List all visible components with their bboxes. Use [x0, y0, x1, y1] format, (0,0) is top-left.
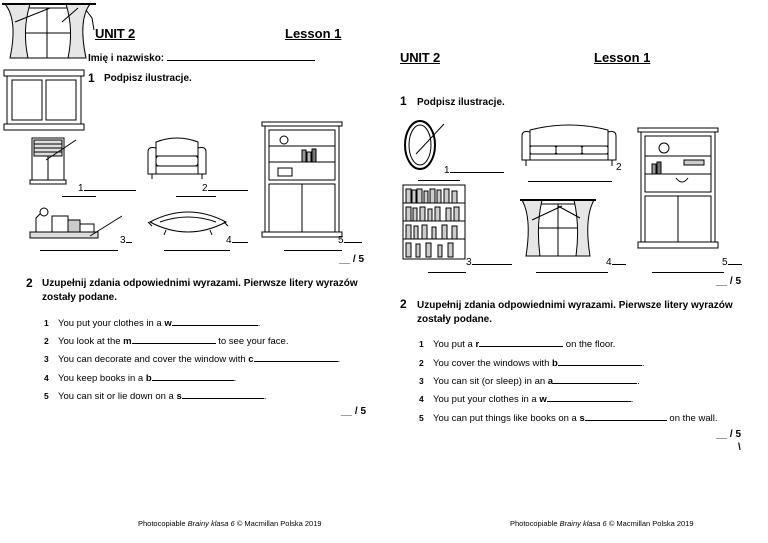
cupboard-illustration [638, 128, 718, 250]
name-field [88, 50, 315, 64]
armchair-illustration [146, 136, 208, 180]
ex1-line-5b [284, 250, 342, 251]
sentence-4: 4 You keep books in a b . [44, 370, 236, 384]
ex1-line-4b [164, 250, 230, 251]
ex1-line-3b [428, 272, 466, 273]
sentence-1: 1 You put your clothes in a w . [44, 315, 260, 329]
ex1-line-3b [40, 250, 118, 251]
shelf-unit-illustration [262, 122, 342, 240]
sentence-2: 2 You look at the m to see your face. [44, 333, 288, 347]
ex1-label-2: 2 [202, 180, 248, 194]
ex1-line-2b [176, 196, 216, 197]
ex1-label-4: 4 [226, 232, 248, 246]
ex1-label-2: 2 [616, 162, 622, 173]
cushion-illustration [146, 208, 230, 238]
lesson-title: Lesson 1 [285, 26, 342, 41]
name-line [167, 50, 315, 61]
ex1-label-5: 5 [722, 254, 742, 268]
ex1-label-1: 1 [78, 180, 136, 194]
sentence-3: 3 You can sit (or sleep) in an a . [419, 373, 640, 387]
ex1-label-4: 4 [606, 254, 626, 268]
bookcase-illustration [402, 184, 466, 260]
stray-mark: \ [738, 442, 741, 453]
sofa-illustration [520, 124, 618, 168]
ex1-label-3: 3 [120, 232, 132, 246]
exercise-2-number: 2 [26, 276, 33, 290]
exercise-1-number: 1 [88, 71, 95, 85]
sentence-3: 3 You can decorate and cover the window with c . [44, 351, 340, 365]
ex1-line-1b [62, 196, 96, 197]
exercise-2-score: __ / 5 [341, 406, 367, 417]
mirror-illustration [402, 118, 448, 172]
sentence-5: 5 You can sit or lie down on a s . [44, 388, 266, 402]
ex1-line-5b [652, 272, 724, 273]
blinds-window-illustration [28, 136, 80, 186]
exercise-1-title: Podpisz ilustracje. [417, 97, 505, 108]
sentence-1: 1 You put a r on the floor. [419, 336, 615, 350]
sentence-4: 4 You put your clothes in a w . [419, 391, 633, 405]
exercise-1-score: __ / 5 [339, 254, 365, 265]
name-label: Imię i nazwisko: [88, 53, 165, 64]
ex1-label-5: 5 [338, 232, 362, 246]
sentence-2: 2 You cover the windows with b . [419, 355, 644, 369]
wardrobe-illustration [4, 70, 84, 132]
ex1-label-3: 3 [466, 254, 512, 268]
footer-copyright: Photocopiable Brainy klasa 6 © Macmillan Polska 2019 [510, 519, 694, 528]
exercise-1-number: 1 [400, 94, 407, 108]
ex1-label-1: 1 [444, 162, 504, 176]
unit-title: UNIT 2 [400, 50, 440, 65]
exercise-2-number: 2 [400, 297, 407, 311]
window-curtains-illustration [0, 0, 100, 62]
desk-books-illustration [28, 206, 128, 242]
exercise-2-title-line2: zostały podane. [42, 292, 118, 303]
lesson-title: Lesson 1 [594, 50, 651, 65]
exercise-2-score: __ / 5 [716, 429, 742, 440]
footer-copyright: Photocopiable Brainy klasa 6 © Macmillan Polska 2019 [138, 519, 322, 528]
exercise-1-title: Podpisz ilustracje. [104, 73, 192, 84]
exercise-1-score: __ / 5 [716, 276, 742, 287]
unit-title: UNIT 2 [95, 26, 135, 41]
exercise-2-title-line1: Uzupełnij zdania odpowiednimi wyrazami. Pierwsze litery wyrazów [42, 278, 358, 289]
exercise-2-title-line1: Uzupełnij zdania odpowiednimi wyrazami. Pierwsze litery wyrazów [417, 300, 733, 311]
ex1-line-1b [418, 180, 460, 181]
ex1-line-4b [536, 272, 608, 273]
window-curtains-illustration [518, 196, 598, 258]
sentence-5: 5 You can put things like books on a s on the wall. [419, 410, 717, 424]
ex1-line-2b [528, 181, 612, 182]
exercise-2-title-line2: zostały podane. [417, 314, 493, 325]
